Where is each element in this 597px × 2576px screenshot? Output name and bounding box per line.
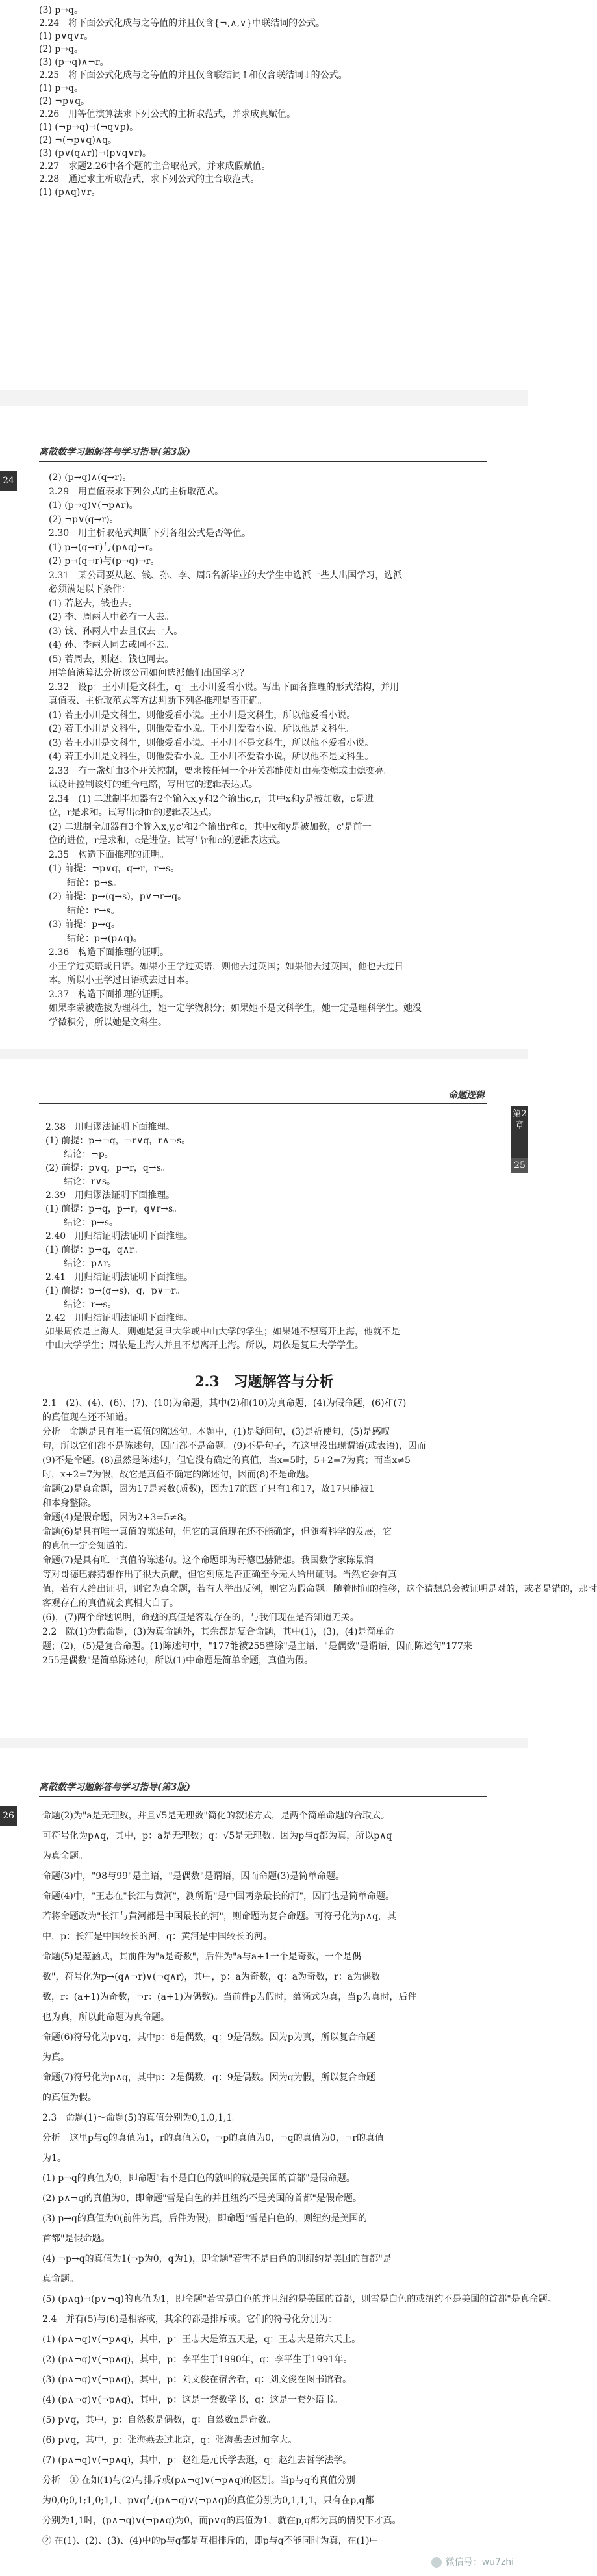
text-line: 客观存在的真值就会真相大白了。 [42,1598,179,1609]
text-line: 2.33 有一盏灯由3个开关控制，要求按任何一个开关都能使灯由亮变熄或由熄变亮。 [49,765,394,776]
text-line: 2.25 将下面公式化成与之等值的并且仅含联结词↑和仅含联结词↓的公式。 [39,70,348,81]
text-line: 结论：p∧r。 [45,1258,117,1269]
text-line: 为0,0;0,1;1,0;1,1，p∨q与(p∧¬q)∨(¬p∧q)的真值分别为0,1,1,1，只有在p,q都 [42,2495,374,2506]
page-gap [0,390,528,406]
text-line: 命题(3)中，"98与99"是主语，"是偶数"是谓语，因而命题(3)是简单命题。 [42,1871,345,1881]
page-1 [0,0,528,390]
text-line: 句，所以它们都不是陈述句，因而都不是命题。(9)不是句子，在这里没出现谓语(或表语)，因而 [42,1441,426,1451]
text-line: (1) 前提：p→q，q∧r。 [45,1245,143,1255]
watermark-text: 微信号：wu7zhi [445,2557,514,2568]
running-header: 命题逻辑 [448,1090,485,1101]
wechat-icon [431,2557,442,2568]
text-line: 命题(4)中，"王志在"长江与黄河"，测所谓"是中国两条最长的河"，因而也是简单命题。 [42,1891,395,1902]
text-line: 分别为1,1时，(p∧¬q)∨(¬p∧q)为0，而p∨q的真值为1，就在p,q都为真的情况下才真。 [42,2516,401,2526]
text-line: 命题(7)符号化为p∧q，其中p：2是偶数，q：9是偶数。因为q为假，所以复合命题 [42,2072,375,2083]
text-line: 如果周依是上海人，则她是复旦大学或中山大学的学生；如果她不想离开上海，他就不是 [45,1327,400,1337]
text-line: 小王学过英语或日语。如果小王学过英语，则他去过英国；如果他去过英国，他也去过日 [49,961,403,972]
header-rule [39,461,487,462]
text-line: 2.2 除(1)为假命题，(3)为真命题外，其余都是复合命题，其中(1)，(3)，(4)是简单命 [42,1627,394,1637]
text-line: (1) p→(q→r)与(p∧q)→r。 [49,542,159,553]
text-line: (7) (p∧¬q)∨(¬p∧q)，其中，p：赵红是元氏学去逛，q：赵红去哲学法学。 [42,2455,352,2466]
chapter-tab: 第2章 [511,1106,528,1158]
watermark [431,2555,514,2568]
text-line: 结论：r→s。 [49,905,120,916]
running-header: 离散数学习题解答与学习指导(第3版) [39,1782,190,1792]
page-3 [0,1059,597,1738]
text-line: 等对哥德巴赫猜想作出了很大贡献，但它到底是否正确至今无人给出证明。当然它会有真 [42,1570,397,1580]
text-line: (1) 前提：p→q，p→r，q∨r→s。 [45,1204,183,1214]
text-line: 结论：r∨s。 [45,1177,116,1187]
page-2 [0,406,528,1049]
text-line: 真命题。 [42,2274,79,2284]
text-line: (4) ¬p→q的真值为1(¬p为0，q为1)，即命题"若雪不是白色的则纽约是美国的首都"是 [42,2254,392,2264]
text-line: (2) p∧¬q的真值为0，即命题"雪是白色的并且纽约不是美国的首都"是假命题。 [42,2193,362,2204]
text-line: (3) 钱、孙两人中去且仅去一人。 [49,626,183,637]
text-line: (1) (p→q)∨(¬p∧r)。 [49,500,138,511]
text-line: 若将命题改为"长江与黄河都是中国最长的河"，则命题为复合命题。可符号化为p∧q，其 [42,1911,397,1922]
text-line: 必须满足以下条件： [49,584,131,594]
text-line: 2.34 (1) 二进制半加器有2个输入x,y和2个输出c,r，其中x和y是被加数，c是进 [49,793,374,804]
text-line: 2.35 构造下面推理的证明。 [49,849,170,860]
text-line: (5) p∨q，其中，p：自然数是偶数，q：自然数n是奇数。 [42,2415,276,2425]
text-line: 2.24 将下面公式化成与之等值的并且仅含{¬,∧,∨}中联结词的公式。 [39,18,325,29]
text-line: 命题(4)是假命题，因为2+3=5≠8。 [42,1512,192,1523]
text-line: 为1。 [42,2153,66,2163]
text-line: 2.32 设p：王小川是文科生，q：王小川爱看小说。写出下面各推理的形式结构，并用 [49,682,400,693]
text-line: 255是偶数"是简单陈述句，所以(1)中命题是简单命题，真值为假。 [42,1655,313,1666]
page-number: 24 [0,471,17,491]
text-line: (2) ¬(¬p∨q)∧q。 [39,135,118,146]
text-line: 命题(2)是真命题，因为17是素数(质数)，因为17的因子只有1和17，故17只能被1 [42,1484,375,1494]
text-line: 如果李蒙被选拔为理科生，她一定学微积分；如果她不是文科学生，她一定是理科学生。她没 [49,1003,422,1014]
text-line: (1) p→q。 [39,83,83,94]
text-line: 命题(6)是具有唯一真值的陈述句，但它的真值现在还不能确定，但随着科学的发展，它 [42,1527,392,1537]
text-line: (3) (p∨(q∧r))→(p∨q∨r)。 [39,148,152,159]
text-line: 2.42 用归结证明法证明下面推理。 [45,1313,194,1323]
text-line: 2.3 命题(1)～命题(5)的真值分别为0,1,0,1,1。 [42,2113,242,2123]
text-line: 命题(6)符号化为p∨q，其中p：6是偶数，q：9是偶数。因为p为真，所以复合命题 [42,2032,375,2043]
text-line: (4) 孙、李两人同去或同不去。 [49,640,174,650]
text-line: 命题(5)是蕴涵式，其前件为"a是奇数"，后件为"a与a+1一个是奇数，一个是偶 [42,1952,361,1962]
text-line: (3) 前提：p→q。 [49,919,120,930]
text-line: 时，x+2=7为假，故它是真值不确定的陈述句，因而(8)不是命题。 [42,1470,315,1480]
text-line: (1) 前提：p→¬q，¬r∨q，r∧¬s。 [45,1136,191,1146]
text-line: 的真值一定会知道的。 [42,1541,133,1551]
text-line: 真值表、主析取范式等方法判断下列各推理是否正确。 [49,696,267,706]
text-line: 也为真，所以此命题为真命题。 [42,2012,170,2022]
text-line: 命题(7)是具有唯一真值的陈述句。这个命题即为哥德巴赫猜想。我国数学家陈景润 [42,1555,374,1566]
text-line: 结论：¬p。 [45,1149,114,1160]
text-line: (5) 若周去，则赵、钱也同去。 [49,654,174,665]
text-line: 2.41 用归结证明法证明下面推理。 [45,1272,194,1282]
text-line: 2.29 用直值表求下列公式的主析取范式。 [49,486,224,497]
text-line: 本。所以小王学过日语或去过日本。 [49,975,194,986]
text-line: 2.39 用归谬法证明下面推理。 [45,1190,175,1201]
text-line: 题；(2)，(5)是复合命题。(1)陈述句中，"177能被255整除"是主语，"是偶数"是谓语，因而陈述句"177来 [42,1641,472,1651]
text-line: 首都"是假命题。 [42,2234,110,2244]
text-line: (4) (p∧¬q)∨(¬p∧q)，其中，p：这是一套数学书，q：这是一套外语书。 [42,2395,343,2405]
text-line: 结论：p→s。 [49,877,121,888]
header-rule [39,1796,487,1797]
text-line: (6) p∨q，其中，p：张海燕去过北京，q：张海燕去过加拿大。 [42,2435,298,2445]
text-line: 2.36 构造下面推理的证明。 [49,947,170,958]
text-line: (2) ¬p∨(q→r)。 [49,514,119,525]
text-line: (1) 若王小川是文科生，则他爱看小说。王小川是文科生，所以他爱看小说。 [49,709,356,721]
text-line: ② 在(1)、(2)、(3)、(4)中的p与q都是互相排斥的，即p与q不能同时为真，在(1)中 [42,2536,379,2546]
running-header: 离散数学习题解答与学习指导(第3版) [39,447,190,457]
text-line: (4) 若王小川是文科生，则他爱看小说。王小川不爱看小说，所以他不是文科生。 [49,752,374,762]
text-line: 结论：p→s。 [45,1218,118,1228]
text-line: 结论：r→s。 [45,1299,117,1310]
text-line: (1) (p∧¬q)∨(¬p∧q)，其中，p：王志大是第五天是，q：王志大是第六天上。 [42,2334,361,2345]
text-line: (9)不是命题。(8)虽然是陈述句，但它没有确定的真值，当x=5时，5+2=7为真；而当x≠5 [42,1455,411,1466]
text-line: 为真命题。 [42,1851,88,1861]
text-line: (2) p→(q→r)与(p→q)→r。 [49,556,160,567]
text-line: 结论：p→(p∧q)。 [49,933,142,944]
text-line: 和本身整除。 [42,1498,97,1509]
text-line: 2.4 并有(5)与(6)是相容或，其余的都是排斥或。它们的符号化分别为： [42,2314,337,2325]
text-line: 中山大学学生；周依是上海人并且不想离开上海。所以，周依是复旦大学学生。 [45,1340,364,1351]
header-rule [39,1103,487,1104]
text-line: (2) 前提：p∨q，p→r，q→s。 [45,1163,170,1173]
page-gap [0,1738,528,1748]
text-line: (1) (¬p→q)→(¬q∨p)。 [39,122,139,133]
text-line: (1) (p∧q)∨r。 [39,187,101,198]
page-number: 26 [0,1806,17,1826]
page-4 [0,1748,557,2576]
text-line: 数"，符号化为p→(q∧¬r)∨(¬q∧r)，其中，p：a为奇数，q：a为奇数，r：a为偶数 [42,1972,381,1982]
text-line: (1) 前提：p→(q→s)，q，p∨¬r。 [45,1286,185,1296]
text-line: (2) 前提：p→(q→s)，p∨¬r→q。 [49,891,187,902]
text-line: (2) ¬p∨q。 [39,96,90,107]
page-number: 25 [511,1158,528,1173]
text-line: (1) p→q的真值为0，即命题"若不是白色的就叫的就是美国的首都"是假命题。 [42,2173,355,2184]
text-line: 分析 这里p与q的真值为1，r的真值为0，¬p的真值为0，¬q的真值为0，¬r的真值 [42,2133,385,2143]
text-line: 值，若有人给出证明，则它为真命题，若有人举出反例，则它为假命题。随着时间的推移，这个猜想总会被证明是对的，或者是错的，那时 [42,1584,597,1594]
text-line: (1) 若赵去，钱也去。 [49,598,138,609]
text-line: 2.27 求题2.26中各个题的主合取范式，并求成假赋值。 [39,161,271,172]
text-line: (2) 若王小川是文科生，则他爱看小说。王小川爱看小说，所以他是文科生。 [49,724,356,734]
text-line: 2.26 用等值演算法求下列公式的主析取范式，并求成真赋值。 [39,109,296,120]
text-line: 命题(2)为"a是无理数，并且√5是无理数"简化的叙述方式，是两个简单命题的合取式。 [42,1811,390,1821]
text-line: 中，p：长江是中国较长的河，q：黄河是中国较长的河。 [42,1932,272,1942]
text-line: (2) p→q。 [39,44,83,55]
text-line: 2.1 (2)、(4)、(6)、(7)、(10)为命题，其中(2)和(10)为真命题，(4)为假命题，(6)和(7) [42,1398,407,1409]
text-line: 的真值现在还不知道。 [42,1412,133,1423]
text-line: (6)，(7)两个命题说明，命题的真值是客观存在的，与我们现在是否知道无关。 [42,1613,359,1623]
text-line: 为真。 [42,2052,70,2063]
text-line: 2.38 用归谬法证明下面推理。 [45,1122,175,1132]
text-line: 分析 命题是具有唯一真值的陈述句。本题中，(1)是疑问句，(3)是祈使句，(5)是感叹 [42,1427,390,1437]
text-line: 2.40 用归结证明法证明下面推理。 [45,1231,194,1242]
text-line: 2.30 用主析取范式判断下列各组公式是否等值。 [49,528,251,539]
page-gap [0,1049,528,1059]
text-line: 2.37 构造下面推理的证明。 [49,989,170,1000]
section-title: 2.3 习题解答与分析 [194,1373,334,1390]
text-line: 2.31 某公司要从赵、钱、孙、李、周5名新毕业的大学生中选派一些人出国学习，选派 [49,570,403,581]
text-line: 数，r：(a+1)为奇数，¬r：(a+1)为偶数)。当前件p为假时，蕴涵式为真，当p为真时，后件 [42,1992,417,2002]
text-line: 的真值为假。 [42,2093,97,2103]
text-line: (2) (p∧¬q)∨(¬p∧q)，其中，p：李平生于1990年，q：李平生于1991年。 [42,2354,353,2365]
text-line: (1) p∨q∨r。 [39,31,94,42]
text-line: (2) 李、周两人中必有一人去。 [49,612,174,622]
text-line: 位的进位，r是求和，c是进位。试写出r和c的逻辑表达式。 [49,835,286,846]
text-line: (3) (p→q)∧¬r。 [39,57,109,68]
text-line: (3) 若王小川是文科生，则他爱看小说。王小川不是文科生，所以他不爱看小说。 [49,737,374,748]
text-line: 分析 ① 在如(1)与(2)与排斥或(p∧¬q)∨(¬p∧q)的区别。当p与q的真值分别 [42,2475,355,2486]
text-line: (5) (p∧q)→(p∨¬q)的真值为1，即命题"若雪是白色的并且纽约是美国的首都，则雪是白色的或纽约不是美国的首都"是真命题。 [42,2294,557,2304]
text-line: 用等值演算法分析该公司如何选派他们出国学习？ [49,668,249,678]
text-line: 可符号化为p∧q，其中，p：a是无理数；q：√5是无理数。因为p与q都为真，所以p∧q [42,1831,392,1841]
text-line: 学微积分，所以她是文科生。 [49,1017,167,1028]
text-line: 位，r是求和。试写出c和r的逻辑表达式。 [49,808,218,818]
text-line: (3) (p∧¬q)∨(¬p∧q)，其中，p：刘文俊在宿舍看，q：刘文俊在图书馆看。 [42,2375,352,2385]
text-line: 试设计控制该灯的组合电路，写出它的逻辑表达式。 [49,780,258,790]
text-line: (1) 前提：¬p∨q，q→r，r→s。 [49,863,180,874]
text-line: (3) p→q的真值为0(前件为真，后件为假)，即命题"雪是白色的，则纽约是美国的 [42,2213,368,2224]
text-line: (2) 二进制全加器有3个输入x,y,c'和2个输出r和c，其中x和y是被加数，c'是前一 [49,821,372,832]
text-line: (2) (p→q)∧(q→r)。 [49,472,132,483]
text-line: 2.28 通过求主析取范式，求下列公式的主合取范式。 [39,174,260,185]
text-line: (3) p→q。 [39,5,83,16]
